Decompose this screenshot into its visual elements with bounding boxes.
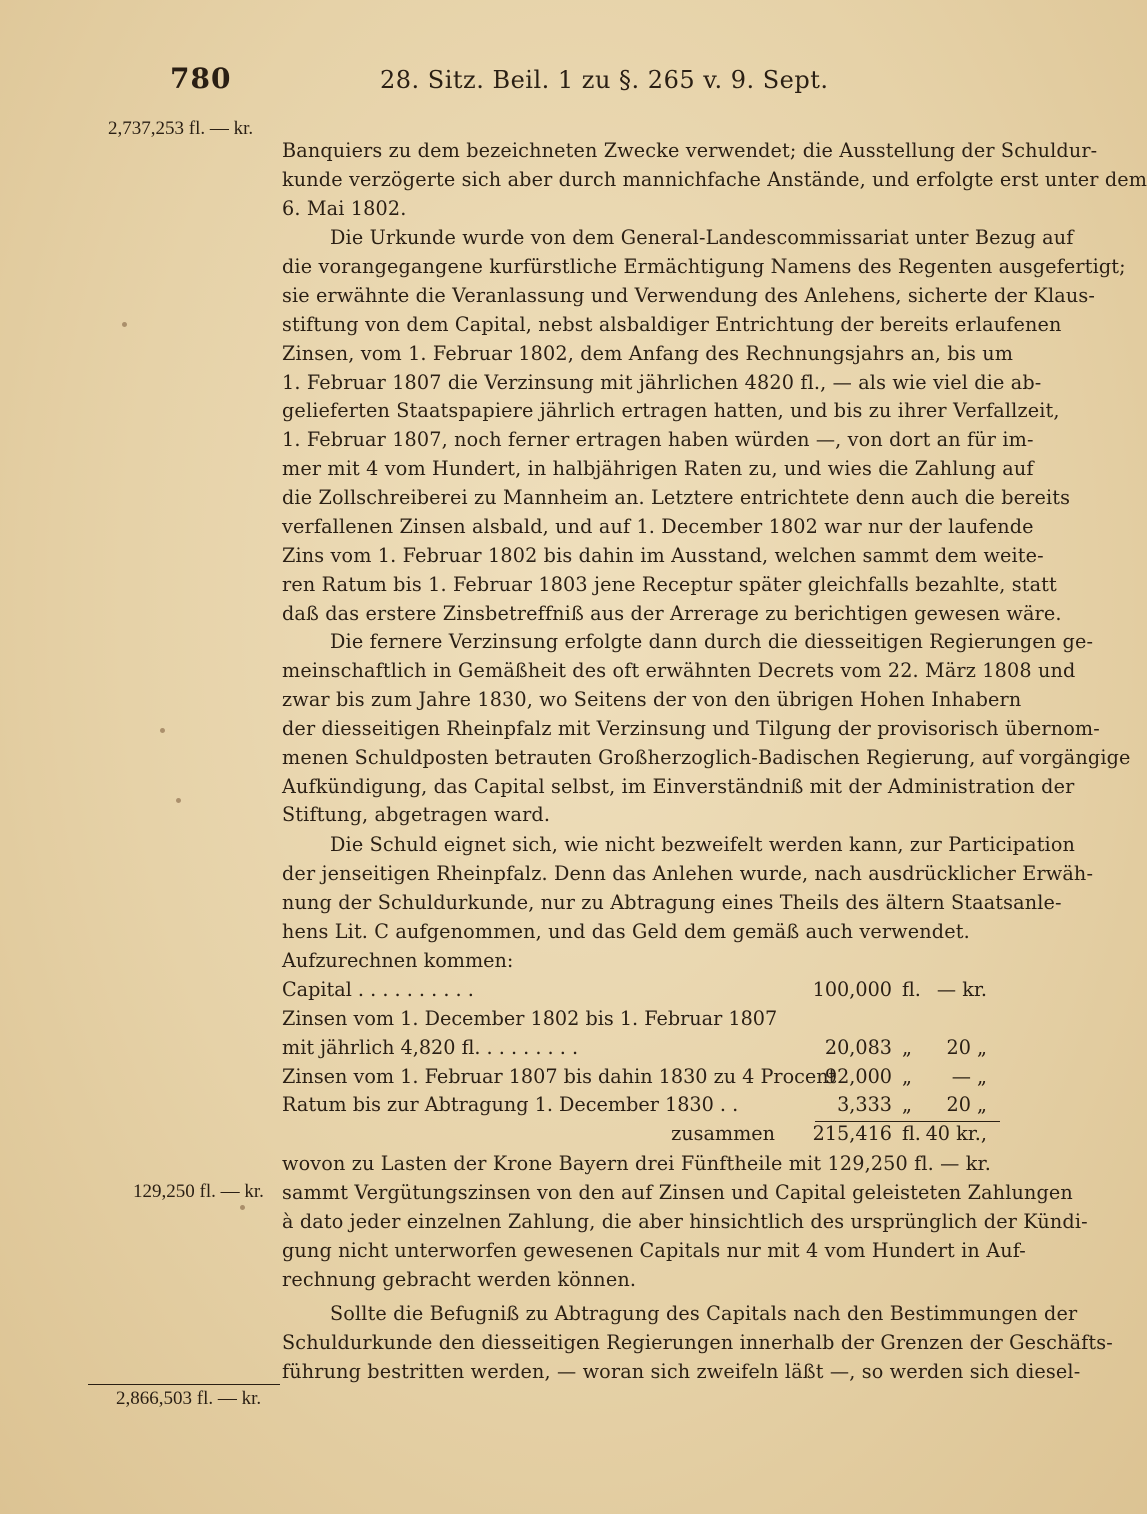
text-line: Die Urkunde wurde von dem General-Landescommissariat unter Bezug auf xyxy=(330,226,1074,249)
text-line: 1. Februar 1807 die Verzinsung mit jährlichen 4820 fl., — als wie viel die ab- xyxy=(282,370,1042,394)
paragraph-2 xyxy=(282,224,1126,629)
text-line: ren Ratum bis 1. Februar 1803 jene Receptur später gleichfalls bezahlte, statt xyxy=(282,572,1057,596)
page-header xyxy=(0,62,1000,102)
paragraph-3 xyxy=(282,628,1131,830)
paragraph-6 xyxy=(282,1300,1113,1387)
text-line: der jenseitigen Rheinpfalz. Denn das Anlehen wurde, nach ausdrücklicher Erwäh- xyxy=(282,861,1094,885)
text-line: Banquiers zu dem bezeichneten Zwecke verwendet; die Ausstellung der Schuldur- xyxy=(282,139,1098,162)
text-line: sammt Vergütungszinsen von den auf Zinsen und Capital geleisteten Zahlungen xyxy=(282,1180,1073,1204)
calc-intro-row xyxy=(282,947,997,976)
calc-unit: „ xyxy=(902,1064,912,1088)
margin-total: 2,866,503 fl. — kr. xyxy=(116,1388,262,1409)
paper-speck xyxy=(240,1205,245,1210)
text-line: Zins vom 1. Februar 1802 bis dahin im Ausstand, welchen sammt dem weite- xyxy=(282,543,1044,567)
text-line: Die fernere Verzinsung erfolgte dann durch die diesseitigen Regierungen ge- xyxy=(330,630,1094,653)
text-line: gung nicht unterworfen gewesenen Capitals nur mit 4 vom Hundert in Auf- xyxy=(282,1238,1026,1262)
calc-amount: 92,000 xyxy=(824,1064,892,1088)
calc-total-unit: fl. xyxy=(902,1122,921,1146)
margin-addition: 129,250 fl. — kr. xyxy=(133,1181,264,1202)
calc-unit: „ xyxy=(902,1093,912,1117)
text-line: die vorangegangene kurfürstliche Ermächtigung Namens des Regenten ausgefertigt; xyxy=(282,254,1126,278)
calc-amount: 20,083 xyxy=(824,1035,892,1059)
calc-row xyxy=(282,1091,997,1120)
text-line: stiftung von dem Capital, nebst alsbaldiger Entrichtung der bereits erlaufenen xyxy=(282,312,1062,336)
margin-carry-in: 2,737,253 fl. — kr. xyxy=(108,118,254,139)
text-line: Aufkündigung, das Capital selbst, im Einverständniß mit der Administration der xyxy=(282,774,1075,798)
sum-rule xyxy=(815,1121,1000,1122)
text-line: 6. Mai 1802. xyxy=(282,196,407,220)
text-line: der diesseitigen Rheinpfalz mit Verzinsung und Tilgung der provisorisch übernom- xyxy=(282,716,1100,740)
calc-unit: fl. xyxy=(902,977,921,1001)
text-line: rechnung gebracht werden können. xyxy=(282,1267,637,1291)
calc-kr: — „ xyxy=(951,1064,987,1088)
text-line: Schuldurkunde den diesseitigen Regierungen innerhalb der Grenzen der Geschäfts- xyxy=(282,1330,1113,1354)
text-line: Sollte die Befugniß zu Abtragung des Capitals nach den Bestimmungen der xyxy=(330,1302,1078,1325)
text-line: mer mit 4 vom Hundert, in halbjährigen Raten zu, und wies die Zahlung auf xyxy=(282,457,1034,481)
text-line: à dato jeder einzelnen Zahlung, die aber hinsichtlich des ursprünglich der Kündi- xyxy=(282,1209,1088,1233)
paper-speck xyxy=(176,798,181,803)
calc-amount: 3,333 xyxy=(837,1093,892,1117)
margin-total-rule xyxy=(88,1384,280,1385)
calc-row xyxy=(282,1005,997,1034)
calc-label: Ratum bis zur Abtragung 1. December 1830 . . xyxy=(282,1093,739,1117)
calc-label: mit jährlich 4,820 fl. . . . . . . . . xyxy=(282,1035,579,1059)
text-line: sie erwähnte die Veranlassung und Verwendung des Anlehens, sicherte der Klaus- xyxy=(282,283,1095,307)
text-line: meinschaftlich in Gemäßheit des oft erwähnten Decrets vom 22. März 1808 und xyxy=(282,658,1076,682)
calc-label: Capital . . . . . . . . . . xyxy=(282,977,474,1001)
calc-total-row xyxy=(282,1120,997,1149)
text-line: zwar bis zum Jahre 1830, wo Seitens der von den übrigen Hohen Inhabern xyxy=(282,687,1022,711)
calc-total-kr: 40 kr., xyxy=(925,1122,987,1146)
text-line: nung der Schuldurkunde, nur zu Abtragung eines Theils des ältern Staatsanle- xyxy=(282,890,1062,914)
text-line: verfallenen Zinsen alsbald, und auf 1. December 1802 war nur der laufende xyxy=(282,515,1034,539)
text-line: 1. Februar 1807, noch ferner ertragen haben würden —, von dort an für im- xyxy=(282,428,1034,452)
text-line: kunde verzögerte sich aber durch mannichfache Anstände, und erfolgte erst unter dem xyxy=(282,167,1147,191)
calc-amount: 100,000 xyxy=(812,977,892,1001)
text-line: hens Lit. C aufgenommen, und das Geld dem gemäß auch verwendet. xyxy=(282,919,970,943)
paper-speck xyxy=(122,322,127,327)
calculation-block xyxy=(282,947,997,1149)
paragraph-5 xyxy=(282,1150,1088,1295)
text-line: Stiftung, abgetragen ward. xyxy=(282,803,551,827)
text-line: daß das erstere Zinsbetreffniß aus der Arrerage zu berichtigen gewesen wäre. xyxy=(282,601,1062,625)
calc-unit: „ xyxy=(902,1035,912,1059)
paper-speck xyxy=(160,728,165,733)
calc-total-amount: 215,416 xyxy=(812,1122,892,1146)
text-line: die Zollschreiberei zu Mannheim an. Letztere entrichtete denn auch die bereits xyxy=(282,486,1071,510)
calc-kr: 20 „ xyxy=(946,1093,987,1117)
calc-label: Zinsen vom 1. December 1802 bis 1. Februar 1807 xyxy=(282,1006,778,1030)
calc-kr: 20 „ xyxy=(946,1035,987,1059)
text-line: gelieferten Staatspapiere jährlich ertragen hatten, und bis zu ihrer Verfallzeit, xyxy=(282,399,1060,423)
text-line: Zinsen, vom 1. Februar 1802, dem Anfang des Rechnungsjahrs an, bis um xyxy=(282,341,1014,365)
calc-total-label: zusammen xyxy=(671,1122,775,1146)
text-line: wovon zu Lasten der Krone Bayern drei Fünftheile mit 129,250 fl. — kr. xyxy=(282,1152,992,1175)
paragraph-4 xyxy=(282,831,1094,947)
running-head: 28. Sitz. Beil. 1 zu §. 265 v. 9. Sept. xyxy=(380,66,829,94)
calc-row xyxy=(282,1063,997,1092)
text-line: Die Schuld eignet sich, wie nicht bezweifelt werden kann, zur Participation xyxy=(330,833,1076,856)
calc-row xyxy=(282,976,997,1005)
page-number: 780 xyxy=(170,62,232,95)
calc-row xyxy=(282,1034,997,1063)
calc-label: Zinsen vom 1. Februar 1807 bis dahin 1830 zu 4 Procent xyxy=(282,1064,837,1088)
text-line: menen Schuldposten betrauten Großherzoglich-Badischen Regierung, auf vorgängige xyxy=(282,745,1131,769)
paragraph-1 xyxy=(282,137,1147,224)
calc-kr: — kr. xyxy=(936,977,987,1001)
calc-intro: Aufzurechnen kommen: xyxy=(282,949,514,972)
text-line: führung bestritten werden, — woran sich zweifeln läßt —, so werden sich diesel- xyxy=(282,1359,1081,1383)
